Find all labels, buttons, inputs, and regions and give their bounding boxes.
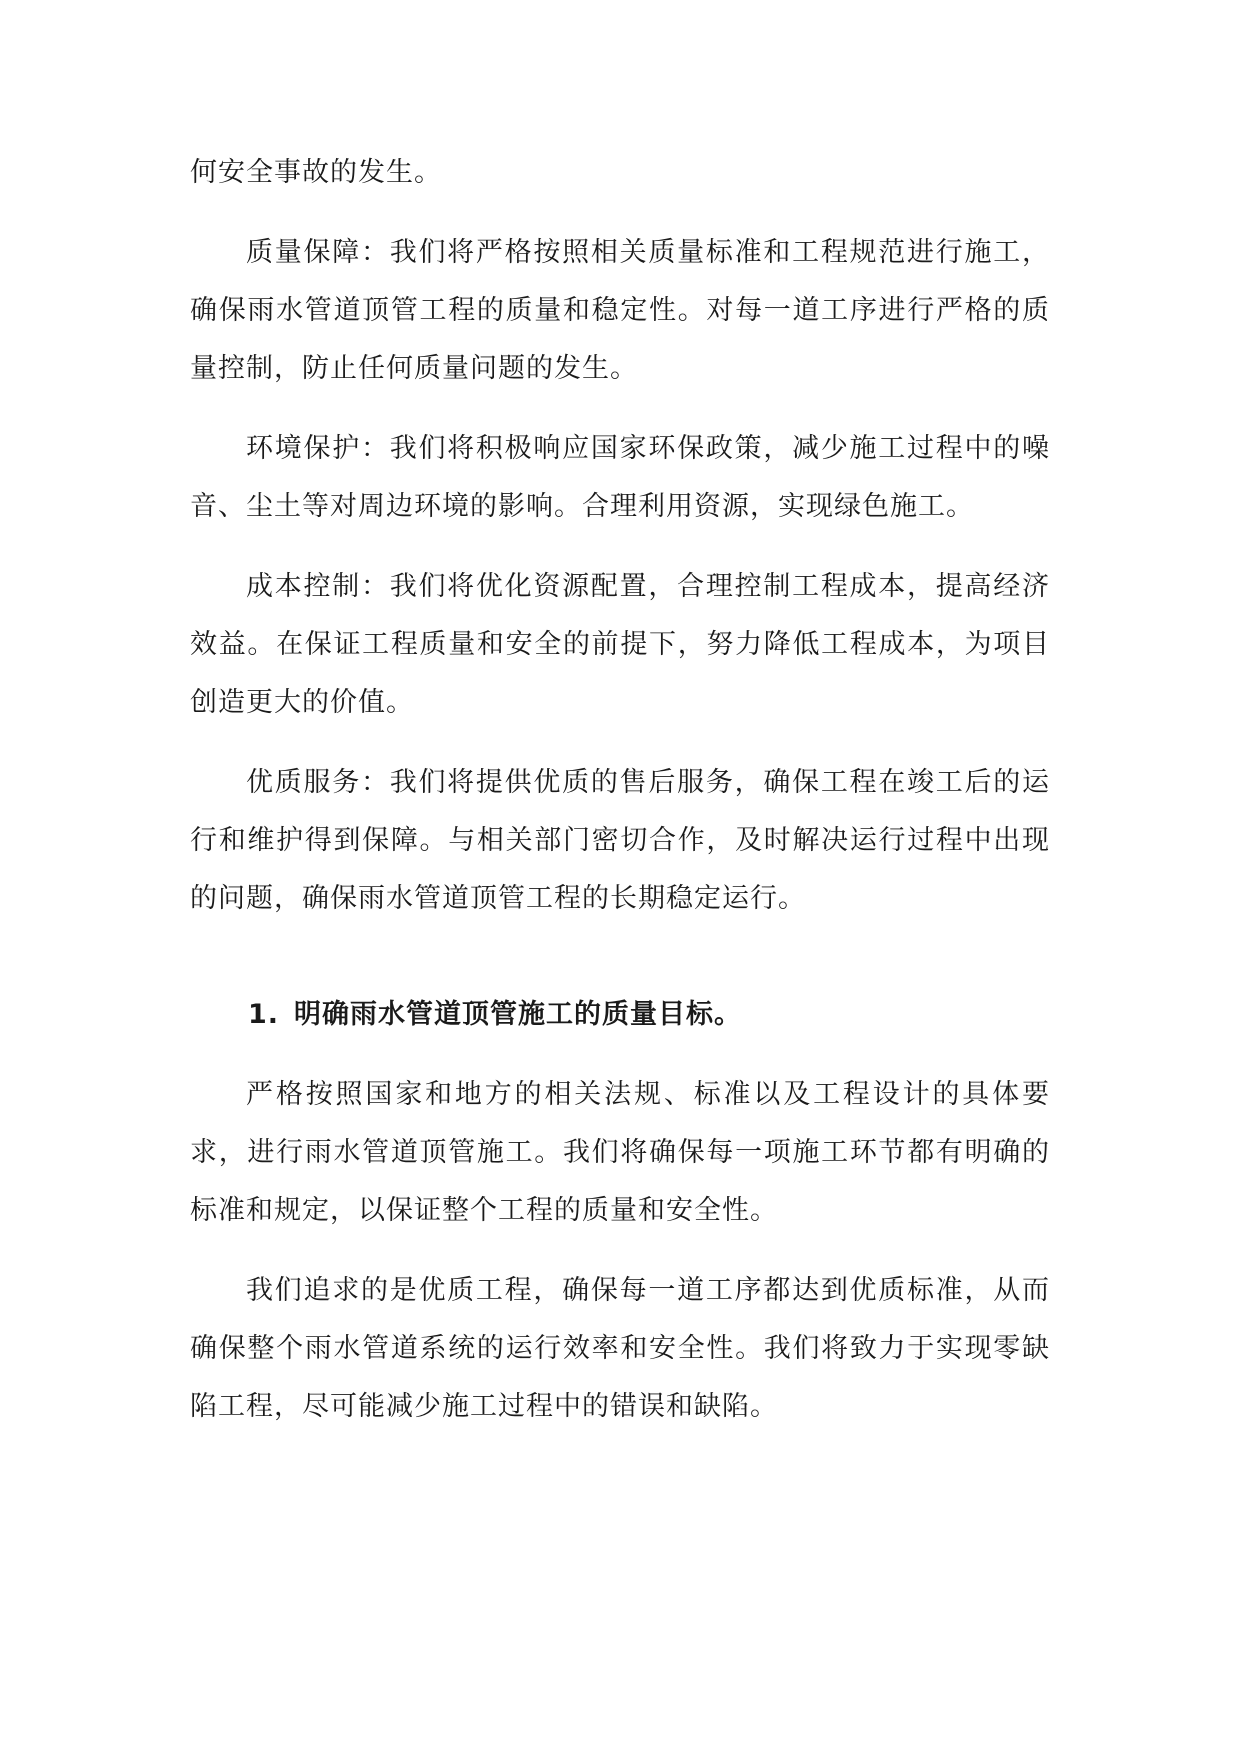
paragraph-continuation: 何安全事故的发生。 xyxy=(190,157,442,188)
paragraph-quality-pursuit: 我们追求的是优质工程，确保每一道工序都达到优质标准，从而确保整个雨水管道系统的运行效率和安全性。我们将致力于实现零缺陷工程，尽可能减少施工过程中的错误和缺陷。 xyxy=(190,1275,1050,1422)
section-heading xyxy=(190,986,1050,1044)
paragraph-environmental-protection: 环境保护：我们将积极响应国家环保政策，减少施工过程中的噪音、尘土等对周边环境的影响。合理利用资源，实现绿色施工。 xyxy=(190,433,1050,522)
paragraph-quality-service: 优质服务：我们将提供优质的售后服务，确保工程在竣工后的运行和维护得到保障。与相关部门密切合作，及时解决运行过程中出现的问题，确保雨水管道顶管工程的长期稳定运行。 xyxy=(190,767,1050,914)
paragraph-regulations: 严格按照国家和地方的相关法规、标准以及工程设计的具体要求，进行雨水管道顶管施工。我们将确保每一项施工环节都有明确的标准和规定，以保证整个工程的质量和安全性。 xyxy=(190,1079,1050,1226)
document-page xyxy=(190,144,1050,1436)
section-heading-number: 1. xyxy=(248,999,280,1030)
section-heading-text: 明确雨水管道顶管施工的质量目标。 xyxy=(294,999,742,1030)
paragraph-cost-control: 成本控制：我们将优化资源配置，合理控制工程成本，提高经济效益。在保证工程质量和安全的前提下，努力降低工程成本，为项目创造更大的价值。 xyxy=(190,571,1050,718)
paragraph-quality-assurance: 质量保障：我们将严格按照相关质量标准和工程规范进行施工，确保雨水管道顶管工程的质量和稳定性。对每一道工序进行严格的质量控制，防止任何质量问题的发生。 xyxy=(190,237,1050,384)
